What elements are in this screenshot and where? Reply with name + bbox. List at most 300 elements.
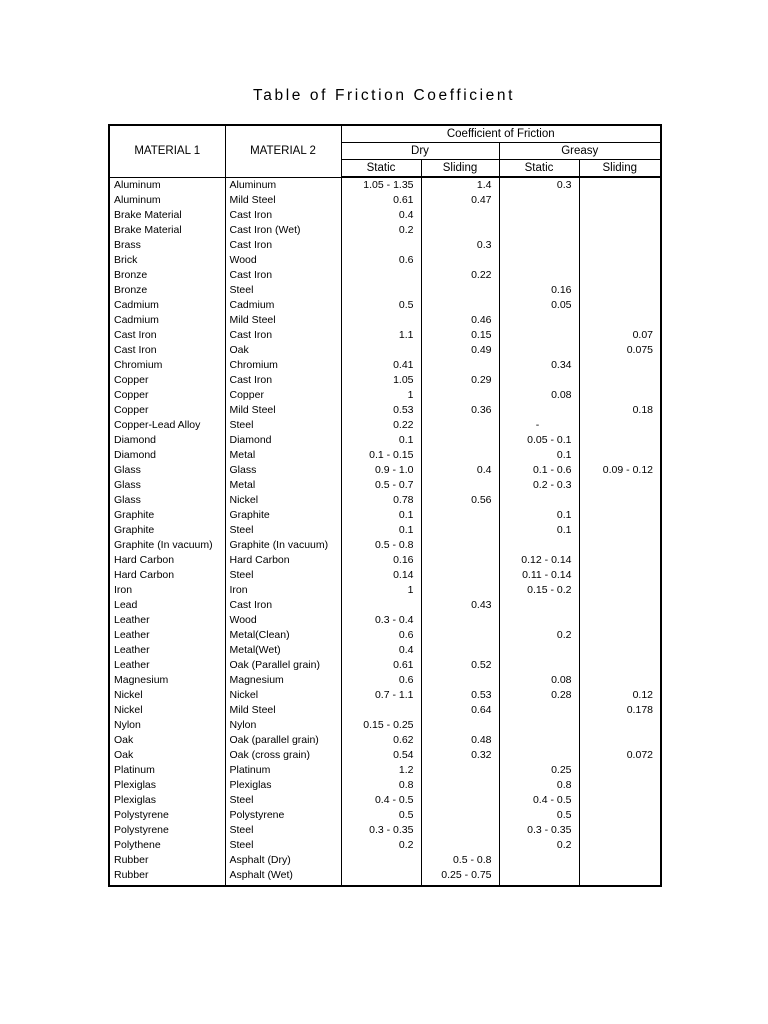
material2-header: MATERIAL 2 (225, 125, 341, 177)
dry-static-cell: 0.1 (341, 433, 421, 448)
material1-cell: Graphite (In vacuum) (109, 538, 225, 553)
dry-sliding-cell: 0.46 (421, 313, 499, 328)
table-row (109, 778, 661, 793)
greasy-static-cell: 0.2 (499, 628, 579, 643)
material1-cell: Oak (109, 748, 225, 763)
greasy-static-cell (499, 223, 579, 238)
table-row (109, 208, 661, 223)
greasy-sliding-cell (579, 613, 661, 628)
material1-cell: Bronze (109, 268, 225, 283)
greasy-static-cell: 0.25 (499, 763, 579, 778)
dry-static-cell: 0.5 - 0.8 (341, 538, 421, 553)
dry-static-cell: 1 (341, 388, 421, 403)
dry-sliding-cell: 0.56 (421, 493, 499, 508)
dry-sliding-cell (421, 523, 499, 538)
material2-cell: Steel (225, 838, 341, 853)
greasy-sliding-cell (579, 778, 661, 793)
dry-static-cell: 0.53 (341, 403, 421, 418)
table-row (109, 508, 661, 523)
dry-sliding-cell (421, 418, 499, 433)
table-row (109, 718, 661, 733)
dry-sliding-cell (421, 673, 499, 688)
dry-static-cell (341, 313, 421, 328)
dry-static-cell: 0.54 (341, 748, 421, 763)
greasy-static-cell (499, 748, 579, 763)
dry-static-cell: 0.62 (341, 733, 421, 748)
dry-sliding-cell: 0.36 (421, 403, 499, 418)
greasy-static-cell: 0.1 - 0.6 (499, 463, 579, 478)
dry-sliding-cell (421, 793, 499, 808)
material2-cell: Mild Steel (225, 313, 341, 328)
material1-cell: Leather (109, 613, 225, 628)
dry-static-cell: 0.5 (341, 808, 421, 823)
material2-cell: Steel (225, 523, 341, 538)
material2-cell: Metal(Clean) (225, 628, 341, 643)
table-row (109, 553, 661, 568)
dry-static-cell: 0.4 - 0.5 (341, 793, 421, 808)
greasy-sliding-cell (579, 223, 661, 238)
greasy-sliding-cell (579, 823, 661, 838)
dry-sliding-cell (421, 208, 499, 223)
greasy-static-cell (499, 733, 579, 748)
table-row (109, 283, 661, 298)
dry-sliding-cell: 0.43 (421, 598, 499, 613)
dry-static-cell: 0.6 (341, 628, 421, 643)
dry-sliding-cell: 0.4 (421, 463, 499, 478)
greasy-sliding-cell: 0.075 (579, 343, 661, 358)
material1-cell: Brick (109, 253, 225, 268)
greasy-sliding-cell (579, 388, 661, 403)
table-row (109, 583, 661, 598)
greasy-sliding-cell (579, 628, 661, 643)
greasy-sliding-cell (579, 433, 661, 448)
greasy-static-cell: 0.15 - 0.2 (499, 583, 579, 598)
table-row (109, 493, 661, 508)
material1-cell: Aluminum (109, 193, 225, 208)
material2-cell: Aluminum (225, 177, 341, 193)
dry-static-cell: 0.3 - 0.4 (341, 613, 421, 628)
dry-static-cell (341, 703, 421, 718)
material2-cell: Cast Iron (225, 373, 341, 388)
dry-static-cell: 0.78 (341, 493, 421, 508)
material2-cell: Cast Iron (225, 268, 341, 283)
dry-sliding-cell (421, 808, 499, 823)
dry-sliding-cell: 0.5 - 0.8 (421, 853, 499, 868)
material1-cell: Iron (109, 583, 225, 598)
greasy-static-cell (499, 613, 579, 628)
dry-static-cell: 0.1 - 0.15 (341, 448, 421, 463)
greasy-static-cell (499, 208, 579, 223)
greasy-static-cell: - (499, 418, 579, 433)
table-row (109, 298, 661, 313)
dry-static-cell: 0.3 - 0.35 (341, 823, 421, 838)
table-row (109, 808, 661, 823)
greasy-sliding-cell (579, 658, 661, 673)
dry-static-cell (341, 853, 421, 868)
greasy-static-cell: 0.11 - 0.14 (499, 568, 579, 583)
greasy-sliding-cell (579, 253, 661, 268)
dry-static-cell: 0.61 (341, 658, 421, 673)
greasy-sliding-cell: 0.072 (579, 748, 661, 763)
dry-static-cell: 1.05 (341, 373, 421, 388)
dry-sliding-cell (421, 538, 499, 553)
dry-static-cell: 0.7 - 1.1 (341, 688, 421, 703)
greasy-static-cell: 0.28 (499, 688, 579, 703)
table-row (109, 793, 661, 808)
dry-sliding-cell: 1.4 (421, 177, 499, 193)
dry-static-cell (341, 868, 421, 886)
dry-static-cell: 1 (341, 583, 421, 598)
table-row (109, 673, 661, 688)
greasy-static-cell (499, 343, 579, 358)
material1-cell: Cast Iron (109, 343, 225, 358)
dry-sliding-cell (421, 763, 499, 778)
table-row (109, 463, 661, 478)
table-row (109, 193, 661, 208)
table-row (109, 388, 661, 403)
greasy-sliding-cell (579, 193, 661, 208)
material1-cell: Rubber (109, 868, 225, 886)
material1-cell: Polythene (109, 838, 225, 853)
dry-sliding-cell (421, 718, 499, 733)
material1-cell: Diamond (109, 448, 225, 463)
table-row (109, 853, 661, 868)
coefficient-group-header: Coefficient of Friction (341, 125, 661, 143)
dry-sliding-cell (421, 448, 499, 463)
table-body (109, 177, 661, 886)
dry-static-cell: 0.15 - 0.25 (341, 718, 421, 733)
material2-cell: Chromium (225, 358, 341, 373)
greasy-static-cell: 0.34 (499, 358, 579, 373)
greasy-static-cell: 0.8 (499, 778, 579, 793)
material2-cell: Cast Iron (225, 328, 341, 343)
material1-cell: Brass (109, 238, 225, 253)
dry-sliding-cell (421, 433, 499, 448)
table-row (109, 403, 661, 418)
table-row (109, 177, 661, 193)
material2-cell: Steel (225, 823, 341, 838)
table-row (109, 373, 661, 388)
dry-sliding-cell: 0.48 (421, 733, 499, 748)
friction-table (108, 124, 662, 887)
material1-cell: Hard Carbon (109, 553, 225, 568)
material2-cell: Wood (225, 613, 341, 628)
greasy-sliding-header: Sliding (579, 160, 661, 178)
material1-cell: Glass (109, 493, 225, 508)
material2-cell: Mild Steel (225, 193, 341, 208)
greasy-static-cell (499, 493, 579, 508)
greasy-static-cell: 0.1 (499, 448, 579, 463)
greasy-sliding-cell (579, 373, 661, 388)
material1-cell: Leather (109, 628, 225, 643)
dry-sliding-cell: 0.49 (421, 343, 499, 358)
greasy-static-cell (499, 253, 579, 268)
dry-static-cell: 0.9 - 1.0 (341, 463, 421, 478)
greasy-static-cell: 0.05 - 0.1 (499, 433, 579, 448)
material2-cell: Cast Iron (225, 208, 341, 223)
material2-cell: Iron (225, 583, 341, 598)
material1-cell: Glass (109, 463, 225, 478)
material1-cell: Brake Material (109, 208, 225, 223)
greasy-static-cell: 0.12 - 0.14 (499, 553, 579, 568)
table-row (109, 748, 661, 763)
material1-cell: Nylon (109, 718, 225, 733)
greasy-sliding-cell: 0.12 (579, 688, 661, 703)
material1-cell: Plexiglas (109, 778, 225, 793)
material2-cell: Nickel (225, 493, 341, 508)
material1-cell: Polystyrene (109, 808, 225, 823)
greasy-sliding-cell (579, 568, 661, 583)
dry-static-cell: 0.4 (341, 208, 421, 223)
greasy-static-cell (499, 193, 579, 208)
dry-static-cell: 0.2 (341, 223, 421, 238)
material2-cell: Graphite (In vacuum) (225, 538, 341, 553)
table-row (109, 703, 661, 718)
dry-static-cell: 0.61 (341, 193, 421, 208)
table-row (109, 688, 661, 703)
material2-cell: Polystyrene (225, 808, 341, 823)
greasy-static-header: Static (499, 160, 579, 178)
page-title: Table of Friction Coefficient (252, 87, 516, 104)
table-row (109, 448, 661, 463)
material2-cell: Glass (225, 463, 341, 478)
material1-cell: Rubber (109, 853, 225, 868)
greasy-sliding-cell (579, 673, 661, 688)
material1-cell: Leather (109, 658, 225, 673)
material1-cell: Graphite (109, 508, 225, 523)
material2-cell: Steel (225, 568, 341, 583)
table-header (109, 125, 661, 177)
table-row (109, 733, 661, 748)
table-row (109, 658, 661, 673)
dry-sliding-cell (421, 568, 499, 583)
greasy-static-cell: 0.2 (499, 838, 579, 853)
material1-cell: Chromium (109, 358, 225, 373)
material2-cell: Metal(Wet) (225, 643, 341, 658)
table-row (109, 838, 661, 853)
material2-cell: Wood (225, 253, 341, 268)
material1-cell: Aluminum (109, 177, 225, 193)
greasy-sliding-cell (579, 853, 661, 868)
material1-cell: Platinum (109, 763, 225, 778)
table-row (109, 238, 661, 253)
greasy-sliding-cell (579, 598, 661, 613)
dry-sliding-cell (421, 223, 499, 238)
material2-cell: Diamond (225, 433, 341, 448)
dry-sliding-cell (421, 388, 499, 403)
material2-cell: Mild Steel (225, 703, 341, 718)
material2-cell: Graphite (225, 508, 341, 523)
material2-cell: Nylon (225, 718, 341, 733)
greasy-static-cell: 0.08 (499, 673, 579, 688)
greasy-static-cell (499, 403, 579, 418)
dry-static-header: Static (341, 160, 421, 178)
dry-sliding-cell (421, 253, 499, 268)
greasy-sliding-cell: 0.09 - 0.12 (579, 463, 661, 478)
material2-cell: Oak (Parallel grain) (225, 658, 341, 673)
dry-sliding-cell: 0.64 (421, 703, 499, 718)
material2-cell: Platinum (225, 763, 341, 778)
dry-sliding-header: Sliding (421, 160, 499, 178)
greasy-static-cell: 0.1 (499, 508, 579, 523)
table-row (109, 628, 661, 643)
material1-cell: Copper-Lead Alloy (109, 418, 225, 433)
greasy-sliding-cell (579, 268, 661, 283)
greasy-static-cell (499, 313, 579, 328)
material1-header: MATERIAL 1 (109, 125, 225, 177)
material2-cell: Hard Carbon (225, 553, 341, 568)
greasy-static-cell: 0.16 (499, 283, 579, 298)
material1-cell: Copper (109, 403, 225, 418)
dry-static-cell: 0.1 (341, 508, 421, 523)
material1-cell: Nickel (109, 688, 225, 703)
material2-cell: Oak (cross grain) (225, 748, 341, 763)
material2-cell: Metal (225, 448, 341, 463)
material1-cell: Polystyrene (109, 823, 225, 838)
dry-sliding-cell (421, 298, 499, 313)
dry-sliding-cell: 0.32 (421, 748, 499, 763)
dry-sliding-cell: 0.29 (421, 373, 499, 388)
dry-sliding-cell (421, 628, 499, 643)
greasy-static-cell (499, 373, 579, 388)
material1-cell: Cadmium (109, 313, 225, 328)
greasy-static-cell (499, 658, 579, 673)
greasy-static-cell (499, 238, 579, 253)
dry-sliding-cell (421, 643, 499, 658)
greasy-sliding-cell (579, 493, 661, 508)
dry-sliding-cell (421, 283, 499, 298)
table-row (109, 223, 661, 238)
greasy-sliding-cell (579, 643, 661, 658)
table-row (109, 433, 661, 448)
greasy-sliding-cell (579, 838, 661, 853)
greasy-static-cell (499, 853, 579, 868)
greasy-sliding-cell: 0.178 (579, 703, 661, 718)
material2-cell: Magnesium (225, 673, 341, 688)
material2-cell: Cast Iron (Wet) (225, 223, 341, 238)
dry-static-cell: 0.5 (341, 298, 421, 313)
material2-cell: Copper (225, 388, 341, 403)
greasy-sliding-cell (579, 808, 661, 823)
material1-cell: Copper (109, 388, 225, 403)
dry-static-cell (341, 268, 421, 283)
greasy-static-cell (499, 268, 579, 283)
table-row (109, 538, 661, 553)
greasy-sliding-cell (579, 478, 661, 493)
dry-static-cell (341, 283, 421, 298)
material1-cell: Cast Iron (109, 328, 225, 343)
material2-cell: Asphalt (Wet) (225, 868, 341, 886)
greasy-sliding-cell (579, 733, 661, 748)
material1-cell: Lead (109, 598, 225, 613)
material2-cell: Plexiglas (225, 778, 341, 793)
table-row (109, 823, 661, 838)
material1-cell: Graphite (109, 523, 225, 538)
material1-cell: Copper (109, 373, 225, 388)
table-row (109, 523, 661, 538)
dry-sliding-cell: 0.53 (421, 688, 499, 703)
material2-cell: Asphalt (Dry) (225, 853, 341, 868)
greasy-sliding-cell (579, 538, 661, 553)
dry-sliding-cell (421, 583, 499, 598)
greasy-static-cell: 0.5 (499, 808, 579, 823)
material2-cell: Cast Iron (225, 598, 341, 613)
greasy-sliding-cell (579, 718, 661, 733)
table-row (109, 328, 661, 343)
greasy-sliding-cell (579, 523, 661, 538)
material2-cell: Steel (225, 793, 341, 808)
dry-static-cell: 0.22 (341, 418, 421, 433)
greasy-sliding-cell (579, 238, 661, 253)
greasy-static-cell: 0.4 - 0.5 (499, 793, 579, 808)
dry-static-cell (341, 343, 421, 358)
dry-static-cell: 1.05 - 1.35 (341, 177, 421, 193)
dry-static-cell: 0.2 (341, 838, 421, 853)
table-row (109, 478, 661, 493)
greasy-sliding-cell (579, 358, 661, 373)
table-row (109, 418, 661, 433)
dry-sliding-cell: 0.47 (421, 193, 499, 208)
dry-sliding-cell: 0.3 (421, 238, 499, 253)
greasy-sliding-cell (579, 793, 661, 808)
dry-static-cell: 0.16 (341, 553, 421, 568)
table-row (109, 643, 661, 658)
table-row (109, 613, 661, 628)
table-row (109, 313, 661, 328)
material1-cell: Oak (109, 733, 225, 748)
greasy-sliding-cell (579, 553, 661, 568)
material2-cell: Oak (225, 343, 341, 358)
dry-static-cell: 0.5 - 0.7 (341, 478, 421, 493)
material2-cell: Cadmium (225, 298, 341, 313)
table-row (109, 343, 661, 358)
table-row (109, 268, 661, 283)
dry-static-cell: 0.8 (341, 778, 421, 793)
greasy-header: Greasy (499, 143, 661, 160)
material2-cell: Metal (225, 478, 341, 493)
greasy-sliding-cell (579, 418, 661, 433)
dry-static-cell: 0.6 (341, 673, 421, 688)
dry-sliding-cell (421, 358, 499, 373)
greasy-static-cell: 0.2 - 0.3 (499, 478, 579, 493)
table-row (109, 868, 661, 886)
dry-sliding-cell: 0.22 (421, 268, 499, 283)
dry-sliding-cell (421, 553, 499, 568)
material2-cell: Steel (225, 283, 341, 298)
table-row (109, 598, 661, 613)
greasy-static-cell: 0.1 (499, 523, 579, 538)
greasy-sliding-cell (579, 868, 661, 886)
dry-static-cell (341, 598, 421, 613)
material1-cell: Plexiglas (109, 793, 225, 808)
material2-cell: Nickel (225, 688, 341, 703)
dry-header: Dry (341, 143, 499, 160)
material1-cell: Nickel (109, 703, 225, 718)
dry-static-cell: 1.2 (341, 763, 421, 778)
material1-cell: Hard Carbon (109, 568, 225, 583)
greasy-static-cell: 0.3 (499, 177, 579, 193)
material1-cell: Cadmium (109, 298, 225, 313)
material2-cell: Mild Steel (225, 403, 341, 418)
table-row (109, 763, 661, 778)
greasy-static-cell (499, 598, 579, 613)
greasy-sliding-cell (579, 313, 661, 328)
material1-cell: Brake Material (109, 223, 225, 238)
greasy-static-cell: 0.05 (499, 298, 579, 313)
dry-static-cell: 0.1 (341, 523, 421, 538)
greasy-static-cell: 0.08 (499, 388, 579, 403)
dry-sliding-cell: 0.52 (421, 658, 499, 673)
